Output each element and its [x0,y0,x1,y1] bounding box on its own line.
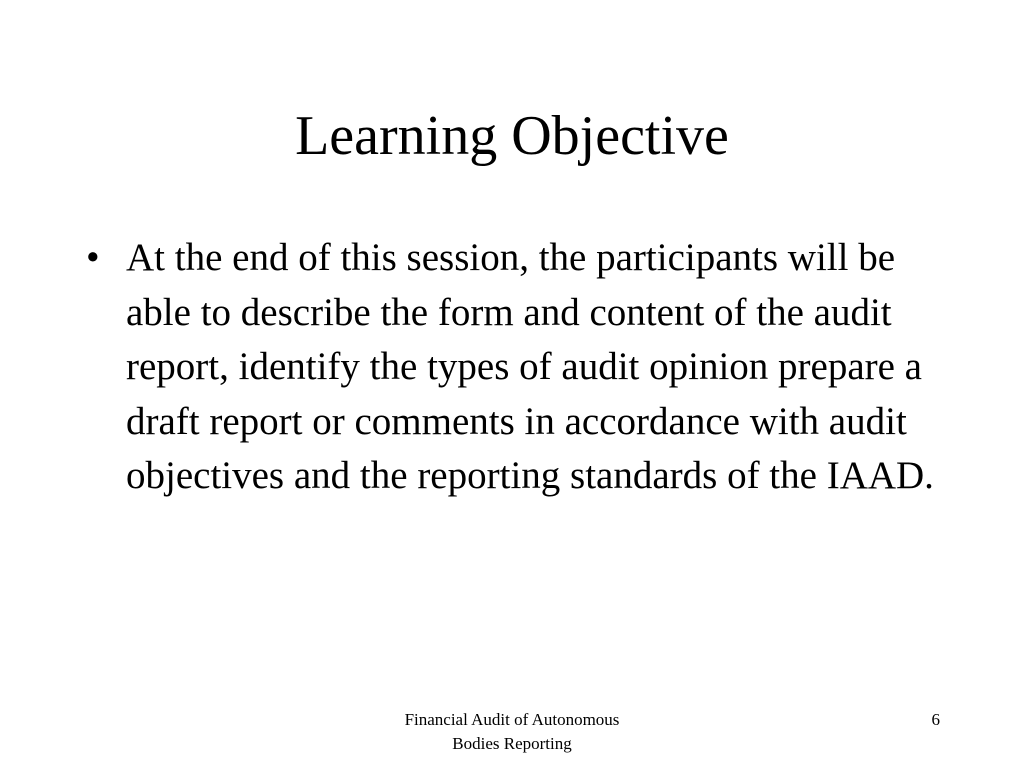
bullet-list [86,231,946,504]
slide-number: 6 [931,710,940,729]
footer-line: Financial Audit of Autonomous [404,710,620,729]
footer-text [362,708,662,756]
bullet-marker-icon: • [86,236,100,279]
footer-line: Bodies Reporting [452,734,572,753]
bullet-item [86,231,946,504]
slide-title: Learning Objective [295,105,729,167]
bullet-text: At the end of this session, the participants will be able to describe the form and content of the audit report, identify the types of audit opinion prepare a draft report or comments in accordance with audit objectives and the reporting standards of the IAAD. [126,236,934,497]
